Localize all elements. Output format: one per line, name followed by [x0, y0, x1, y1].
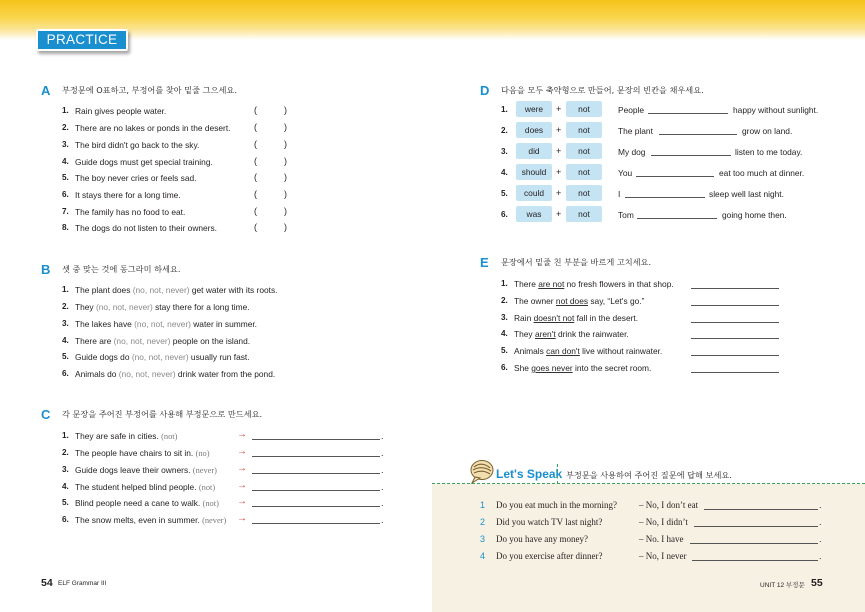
answer-line[interactable] — [625, 197, 705, 198]
plus-icon: + — [556, 167, 562, 177]
left-footer-label: ELF Grammar III — [58, 580, 107, 587]
answer-line[interactable] — [252, 523, 380, 524]
section-b-item-number: 3. — [62, 319, 69, 328]
answer-line[interactable] — [252, 490, 380, 491]
section-d-item-number: 2. — [501, 126, 508, 135]
lets-speak-title: Let's Speak — [496, 467, 563, 481]
paren-open[interactable]: ( — [254, 156, 257, 166]
options-choice[interactable]: (no, not, never) — [118, 369, 176, 379]
section-e-item — [514, 279, 674, 289]
speak-question: Do you have any money? — [496, 534, 588, 544]
section-e-item — [514, 296, 644, 306]
hint-word: (no) — [195, 449, 210, 458]
options-choice[interactable]: (no, not, never) — [131, 352, 189, 362]
sentence-start: They — [514, 329, 535, 339]
speak-answer-start: – No, I never — [639, 551, 687, 561]
neg-chip: not — [566, 143, 602, 159]
dashed-divider — [432, 483, 865, 484]
section-a-instruction: 부정문에 O표하고, 부정어를 찾아 밑줄 그으세요. — [62, 85, 237, 95]
sentence-end: into the secret room. — [572, 363, 652, 373]
paren-open[interactable]: ( — [254, 206, 257, 216]
underlined-error: not does — [555, 296, 589, 306]
plus-icon: + — [556, 146, 562, 156]
options-choice[interactable]: (no, not, never) — [132, 285, 190, 295]
period: . — [381, 465, 384, 475]
practice-tab: PRACTICE — [36, 29, 128, 51]
section-e-item — [514, 363, 651, 373]
answer-line[interactable] — [691, 338, 779, 339]
period: . — [819, 500, 822, 510]
section-b-item-number: 2. — [62, 302, 69, 311]
underlined-error: aren't — [534, 329, 556, 339]
section-b-item — [75, 336, 250, 346]
hint-word: (not) — [202, 499, 219, 508]
sentence-end: usually run fast. — [188, 352, 250, 362]
answer-line[interactable] — [704, 509, 818, 510]
paren-close: ) — [284, 122, 287, 132]
speak-item-number: 3 — [480, 534, 486, 544]
answer-line[interactable] — [691, 322, 779, 323]
sentence-start: You — [618, 168, 633, 178]
section-e-item — [514, 313, 638, 323]
sentence-start: Guide dogs do — [75, 352, 132, 362]
underlined-error: can don't — [546, 346, 580, 356]
section-e-letter: E — [480, 255, 489, 270]
section-a-item-number: 2. — [62, 123, 69, 132]
section-b-item-number: 5. — [62, 352, 69, 361]
paren-open[interactable]: ( — [254, 172, 257, 182]
sentence-start: She — [514, 363, 532, 373]
hint-word: (not) — [161, 432, 178, 441]
section-a-item-text: Guide dogs must get special training. — [75, 157, 213, 167]
section-d-item-number: 1. — [501, 105, 508, 114]
sentence-end: no fresh flowers in that shop. — [564, 279, 674, 289]
plus-icon: + — [556, 188, 562, 198]
answer-line[interactable] — [252, 439, 380, 440]
sentence-text: The snow melts, even in summer. — [75, 515, 200, 525]
section-a-item-text: Rain gives people water. — [75, 106, 167, 116]
section-b-item — [75, 369, 275, 379]
answer-line[interactable] — [691, 288, 779, 289]
section-b-item-number: 6. — [62, 369, 69, 378]
sentence-start: People — [618, 105, 645, 115]
section-d-item-number: 6. — [501, 210, 508, 219]
answer-line[interactable] — [637, 218, 717, 219]
section-d-item-number: 4. — [501, 168, 508, 177]
paren-open[interactable]: ( — [254, 189, 257, 199]
word-chip: does — [516, 122, 552, 138]
answer-line[interactable] — [252, 506, 380, 507]
section-c-instruction: 각 문장을 주어진 부정어를 사용해 부정문으로 만드세요. — [62, 409, 263, 419]
period: . — [381, 482, 384, 492]
sentence-end: going home then. — [722, 210, 787, 220]
sentence-end: people on the island. — [170, 336, 251, 346]
speak-answer-start: – No. I have — [639, 534, 684, 544]
section-c-item-number: 5. — [62, 498, 69, 507]
arrow-icon: → — [237, 513, 247, 524]
word-chip: could — [516, 185, 552, 201]
sentence-start: The plant does — [75, 285, 133, 295]
section-a-item-number: 4. — [62, 157, 69, 166]
answer-line[interactable] — [252, 473, 380, 474]
period: . — [381, 431, 384, 441]
plus-icon: + — [556, 125, 562, 135]
hint-word: (never) — [202, 516, 227, 525]
period: . — [819, 517, 822, 527]
sentence-start: The plant — [618, 126, 653, 136]
section-c-item — [75, 431, 177, 441]
left-page-number: 54 — [41, 577, 53, 589]
section-c-item — [75, 498, 219, 508]
sentence-text: They are safe in cities. — [75, 431, 159, 441]
speak-question: Do you exercise after dinner? — [496, 551, 603, 561]
sentence-end: grow on land. — [742, 126, 793, 136]
section-c-item-number: 6. — [62, 515, 69, 524]
section-b-item — [75, 319, 257, 329]
options-choice[interactable]: (no, not, never) — [134, 319, 191, 329]
section-c-letter: C — [41, 407, 51, 422]
plus-icon: + — [556, 209, 562, 219]
answer-line[interactable] — [659, 134, 737, 135]
period: . — [381, 498, 384, 508]
speak-answer-start: – No, I didn’t — [639, 517, 688, 527]
sentence-text: The student helped blind people. — [75, 482, 197, 492]
hint-word: (never) — [192, 466, 217, 475]
arrow-icon: → — [237, 496, 247, 507]
speak-item-number: 2 — [480, 517, 486, 527]
sentence-start: They — [75, 302, 96, 312]
period: . — [381, 515, 384, 525]
underlined-error: goes never — [531, 363, 573, 373]
sentence-end: drink water from the pond. — [175, 369, 276, 379]
section-a-item-text: It stays there for a long time. — [75, 190, 181, 200]
section-a-item-number: 1. — [62, 106, 69, 115]
sentence-start: Rain — [514, 313, 534, 323]
paren-close: ) — [284, 105, 287, 115]
section-a-item-text: There are no lakes or ponds in the desert. — [75, 123, 231, 133]
paren-open[interactable]: ( — [254, 105, 257, 115]
sentence-end: water in summer. — [190, 319, 258, 329]
plus-icon: + — [556, 104, 562, 114]
hint-word: (not) — [198, 483, 216, 492]
sentence-end: get water with its roots. — [189, 285, 278, 295]
section-e-item-number: 6. — [501, 363, 508, 372]
chat-bubble-icon — [468, 458, 496, 484]
arrow-icon: → — [237, 429, 247, 440]
sentence-text: The people have chairs to sit in. — [75, 448, 194, 458]
section-a-item-text: The boy never cries or feels sad. — [75, 173, 197, 183]
neg-chip: not — [566, 164, 602, 180]
section-a-item-text: The family has no food to eat. — [75, 207, 186, 217]
section-a-item-number: 3. — [62, 140, 69, 149]
section-a-item-text: The bird didn't go back to the sky. — [75, 140, 200, 150]
sentence-end: sleep well last night. — [709, 189, 784, 199]
neg-chip: not — [566, 185, 602, 201]
dashed-separator — [557, 464, 558, 484]
word-chip: did — [516, 143, 552, 159]
sentence-text: Blind people need a cane to walk. — [75, 498, 201, 508]
arrow-icon: → — [237, 463, 247, 474]
section-d-item-number: 3. — [501, 147, 508, 156]
neg-chip: not — [566, 206, 602, 222]
section-a-item-number: 8. — [62, 223, 69, 232]
sentence-end: drink the rainwater. — [555, 329, 629, 339]
section-b-item — [75, 285, 278, 295]
answer-line[interactable] — [692, 560, 818, 561]
answer-line[interactable] — [648, 113, 728, 114]
sentence-text: Guide dogs leave their owners. — [75, 465, 191, 475]
section-e-item-number: 5. — [501, 346, 508, 355]
paren-open[interactable]: ( — [254, 222, 257, 232]
section-b-item-number: 1. — [62, 285, 69, 294]
section-c-item — [75, 465, 217, 475]
lets-speak-instruction: 부정문을 사용하여 주어진 질문에 답해 보세요. — [566, 470, 732, 480]
section-a-item-number: 6. — [62, 190, 69, 199]
section-c-item — [75, 448, 210, 458]
options-choice[interactable]: (no, not, never) — [95, 302, 153, 312]
sentence-start: There — [514, 279, 539, 289]
section-e-item-number: 1. — [501, 279, 508, 288]
speak-item-number: 1 — [480, 500, 486, 510]
section-e-item — [514, 329, 629, 339]
answer-line[interactable] — [651, 155, 731, 156]
answer-line[interactable] — [636, 176, 714, 177]
section-c-item — [75, 482, 215, 492]
section-c-item — [75, 515, 226, 525]
speak-question: Do you eat much in the morning? — [496, 500, 617, 510]
word-chip: was — [516, 206, 552, 222]
paren-close: ) — [284, 172, 287, 182]
paren-open[interactable]: ( — [254, 122, 257, 132]
section-a-letter: A — [41, 83, 51, 98]
underlined-error: doesn't not — [533, 313, 575, 323]
sentence-end: live without rainwater. — [579, 346, 663, 356]
sentence-start: The lakes have — [75, 319, 135, 329]
answer-line[interactable] — [691, 372, 779, 373]
period: . — [819, 551, 822, 561]
section-c-item-number: 1. — [62, 431, 69, 440]
sentence-start: I — [618, 189, 621, 199]
sentence-end: happy without sunlight. — [733, 105, 819, 115]
answer-line[interactable] — [690, 543, 818, 544]
sentence-start: My dog — [618, 147, 646, 157]
section-b-letter: B — [41, 262, 51, 277]
sentence-start: Animals — [514, 346, 547, 356]
section-a-item-number: 7. — [62, 207, 69, 216]
speak-question: Did you watch TV last night? — [496, 517, 603, 527]
underlined-error: are not — [538, 279, 565, 289]
section-e-instruction: 문장에서 밑줄 친 부분을 바르게 고치세요. — [501, 257, 652, 267]
sentence-end: stay there for a long time. — [152, 302, 250, 312]
section-c-item-number: 2. — [62, 448, 69, 457]
sentence-end: fall in the desert. — [574, 313, 639, 323]
paren-close: ) — [284, 206, 287, 216]
word-chip: were — [516, 101, 552, 117]
right-footer-label: UNIT 12 부정문 — [760, 582, 805, 589]
section-a-item-number: 5. — [62, 173, 69, 182]
paren-close: ) — [284, 156, 287, 166]
answer-line[interactable] — [252, 456, 380, 457]
period: . — [381, 448, 384, 458]
section-d-letter: D — [480, 83, 490, 98]
answer-line[interactable] — [691, 355, 779, 356]
section-b-item — [75, 302, 250, 312]
answer-line[interactable] — [691, 305, 779, 306]
word-chip: should — [516, 164, 552, 180]
right-page-number: 55 — [811, 577, 823, 589]
section-b-item-number: 4. — [62, 336, 69, 345]
sentence-start: Tom — [618, 210, 634, 220]
section-d-instruction: 다음을 모두 축약형으로 만들어, 문장의 빈칸을 채우세요. — [501, 85, 704, 95]
sentence-start: Animals do — [75, 369, 119, 379]
paren-close: ) — [284, 189, 287, 199]
section-e-item-number: 3. — [501, 313, 508, 322]
neg-chip: not — [566, 122, 602, 138]
neg-chip: not — [566, 101, 602, 117]
paren-close: ) — [284, 139, 287, 149]
section-c-item-number: 4. — [62, 482, 69, 491]
section-b-item — [75, 352, 250, 362]
sentence-start: There are — [75, 336, 114, 346]
paren-close: ) — [284, 222, 287, 232]
sentence-end: eat too much at dinner. — [719, 168, 805, 178]
sentence-end: listen to me today. — [735, 147, 803, 157]
section-c-item-number: 3. — [62, 465, 69, 474]
sentence-end: say, “Let's go.” — [588, 296, 645, 306]
section-e-item — [514, 346, 662, 356]
paren-open[interactable]: ( — [254, 139, 257, 149]
speak-answer-start: – No, I don’t eat — [639, 500, 699, 510]
section-e-item-number: 2. — [501, 296, 508, 305]
arrow-icon: → — [237, 480, 247, 491]
section-b-instruction: 셋 중 맞는 것에 동그라미 하세요. — [62, 264, 181, 274]
section-a-item-text: The dogs do not listen to their owners. — [75, 223, 217, 233]
sentence-start: The owner — [514, 296, 556, 306]
section-d-item-number: 5. — [501, 189, 508, 198]
period: . — [819, 534, 822, 544]
answer-line[interactable] — [694, 526, 818, 527]
options-choice[interactable]: (no, not, never) — [113, 336, 171, 346]
arrow-icon: → — [237, 446, 247, 457]
top-banner — [0, 0, 865, 40]
speak-item-number: 4 — [480, 551, 486, 561]
section-e-item-number: 4. — [501, 329, 508, 338]
